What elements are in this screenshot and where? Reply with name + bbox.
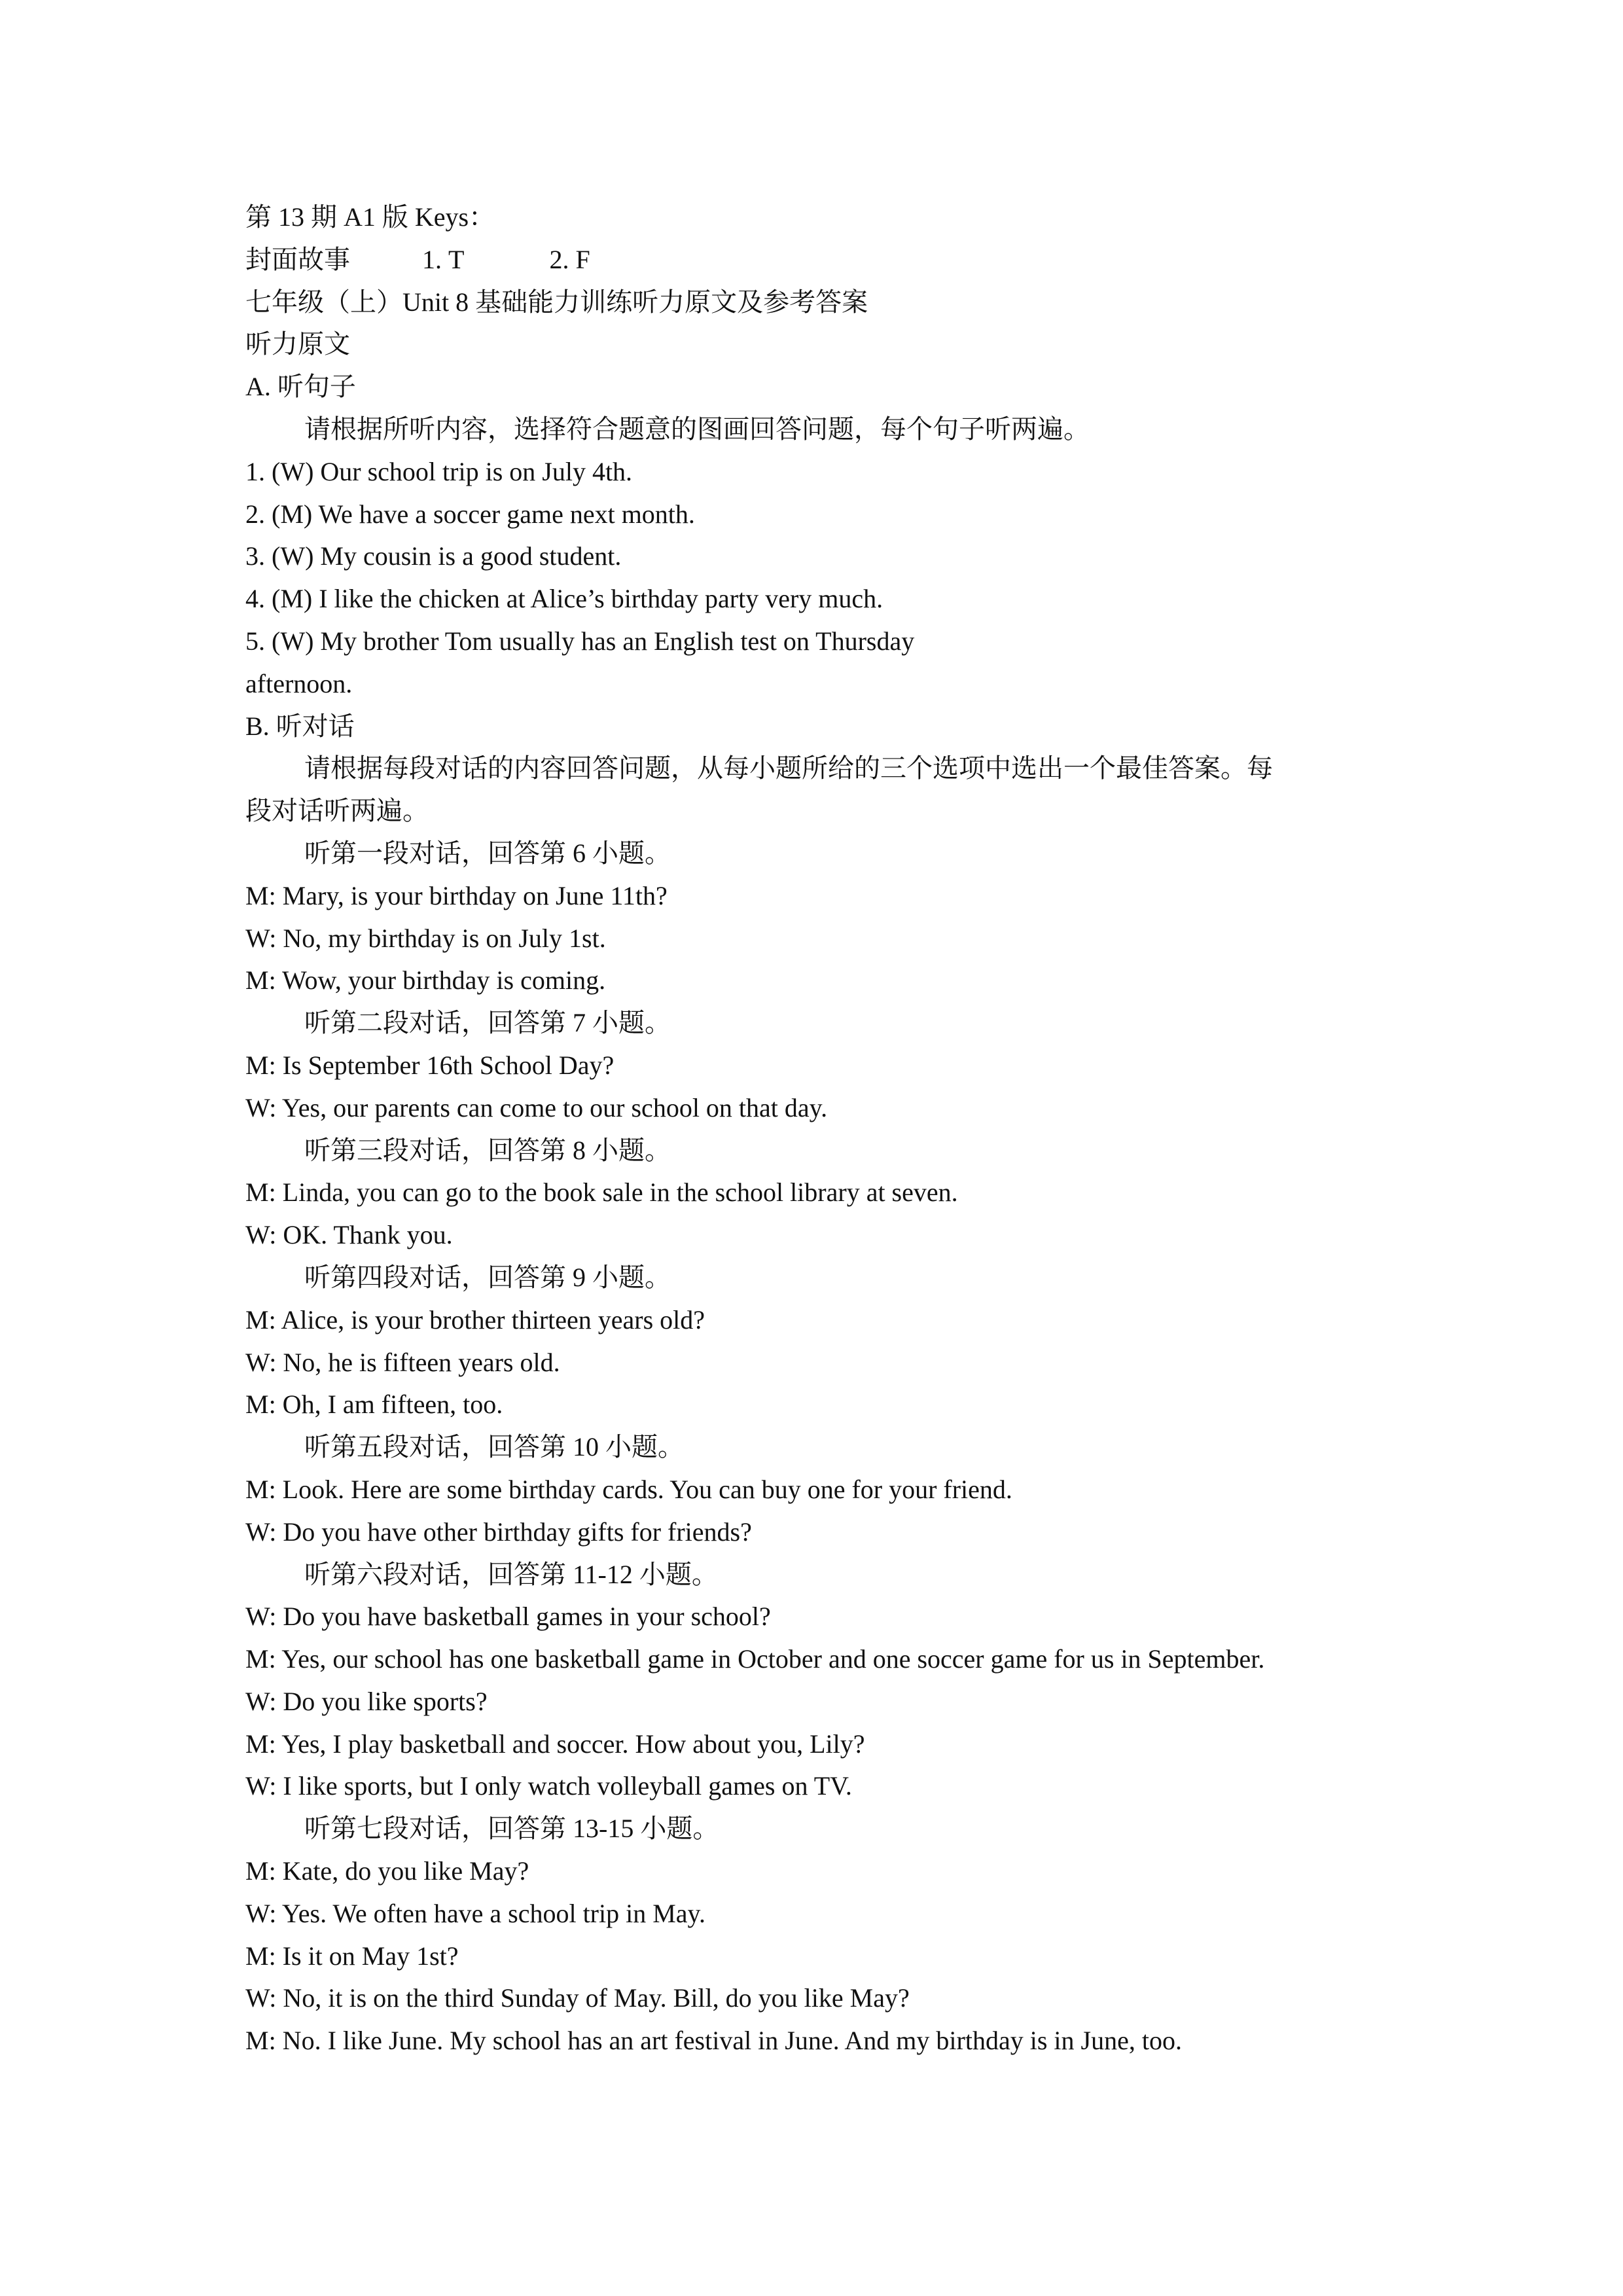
section-b-instruction-line-1: 请根据每段对话的内容回答问题，从每小题所给的三个选项中选出一个最佳答案。每 — [304, 753, 1273, 783]
document-content — [245, 196, 1384, 2062]
dialogue-3-prompt: 听第三段对话，回答第 8 小题。 — [304, 1135, 671, 1165]
dialogue-7-line: W: No, it is on the third Sunday of May. Bill, do you like May? — [245, 1983, 910, 2013]
sentence-4: 4. (M) I like the chicken at Alice’s birthday party very much. — [245, 584, 883, 614]
sentence-5-continued: afternoon. — [245, 668, 353, 698]
dialogue-5-line: W: Do you have other birthday gifts for friends? — [245, 1516, 752, 1547]
dialogue-6-line: W: I like sports, but I only watch volleyball games on TV. — [245, 1771, 852, 1801]
dialogue-4-line: W: No, he is fifteen years old. — [245, 1347, 560, 1377]
sentence-5: 5. (W) My brother Tom usually has an English test on Thursday — [245, 626, 915, 656]
dialogue-5-prompt: 听第五段对话，回答第 10 小题。 — [304, 1432, 684, 1462]
dialogue-6-line: W: Do you have basketball games in your school? — [245, 1602, 771, 1632]
dialogue-5-line: M: Look. Here are some birthday cards. You can buy one for your friend. — [245, 1474, 1012, 1504]
dialogue-4-prompt: 听第四段对话，回答第 9 小题。 — [304, 1262, 671, 1292]
dialogue-4-line: M: Alice, is your brother thirteen years old? — [245, 1304, 705, 1335]
dialogue-2-line: M: Is September 16th School Day? — [245, 1050, 615, 1080]
sentence-3: 3. (W) My cousin is a good student. — [245, 541, 622, 571]
dialogue-3-line: W: OK. Thank you. — [245, 1220, 453, 1250]
dialogue-6-line: M: Yes, our school has one basketball game in October and one soccer game for us in September. — [245, 1644, 1265, 1674]
section-a-heading: A. 听句子 — [245, 372, 356, 402]
dialogue-2-prompt: 听第二段对话，回答第 7 小题。 — [304, 1008, 671, 1038]
dialogue-7-prompt: 听第七段对话，回答第 13-15 小题。 — [304, 1814, 719, 1844]
sentence-1: 1. (W) Our school trip is on July 4th. — [245, 456, 633, 486]
dialogue-3-line: M: Linda, you can go to the book sale in the school library at seven. — [245, 1177, 958, 1208]
issue-line: 第 13 期 A1 版 Keys： — [245, 202, 495, 232]
dialogue-6-prompt: 听第六段对话，回答第 11-12 小题。 — [304, 1559, 718, 1589]
dialogue-7-line: M: Kate, do you like May? — [245, 1856, 529, 1886]
dialogue-7-line: M: Is it on May 1st? — [245, 1941, 459, 1971]
transcript-heading: 听力原文 — [245, 329, 350, 359]
dialogue-7-line: W: Yes. We often have a school trip in May. — [245, 1898, 705, 1928]
section-a-instruction: 请根据所听内容，选择符合题意的图画回答问题，每个句子听两遍。 — [304, 414, 1090, 444]
cover-story-answer-1: 1. T — [422, 244, 465, 274]
dialogue-1-prompt: 听第一段对话，回答第 6 小题。 — [304, 838, 671, 868]
section-b-heading: B. 听对话 — [245, 711, 355, 741]
dialogue-1-line: W: No, my birthday is on July 1st. — [245, 923, 606, 953]
cover-story-answer-2: 2. F — [549, 244, 590, 274]
section-b-instruction-line-2: 段对话听两遍。 — [245, 796, 429, 826]
cover-story-label: 封面故事 — [245, 244, 350, 274]
dialogue-6-line: M: Yes, I play basketball and soccer. How about you, Lily? — [245, 1729, 865, 1759]
dialogue-1-line: M: Mary, is your birthday on June 11th? — [245, 880, 668, 910]
dialogue-1-line: M: Wow, your birthday is coming. — [245, 965, 606, 996]
dialogue-6-line: W: Do you like sports? — [245, 1686, 488, 1716]
dialogue-2-line: W: Yes, our parents can come to our school on that day. — [245, 1092, 828, 1122]
dialogue-4-line: M: Oh, I am fifteen, too. — [245, 1390, 503, 1420]
dialogue-7-line: M: No. I like June. My school has an art festival in June. And my birthday is in June, too. — [245, 2026, 1182, 2056]
sentence-2: 2. (M) We have a soccer game next month. — [245, 499, 695, 529]
unit-title: 七年级（上）Unit 8 基础能力训练听力原文及参考答案 — [245, 287, 868, 317]
cover-story-line — [245, 239, 1384, 281]
